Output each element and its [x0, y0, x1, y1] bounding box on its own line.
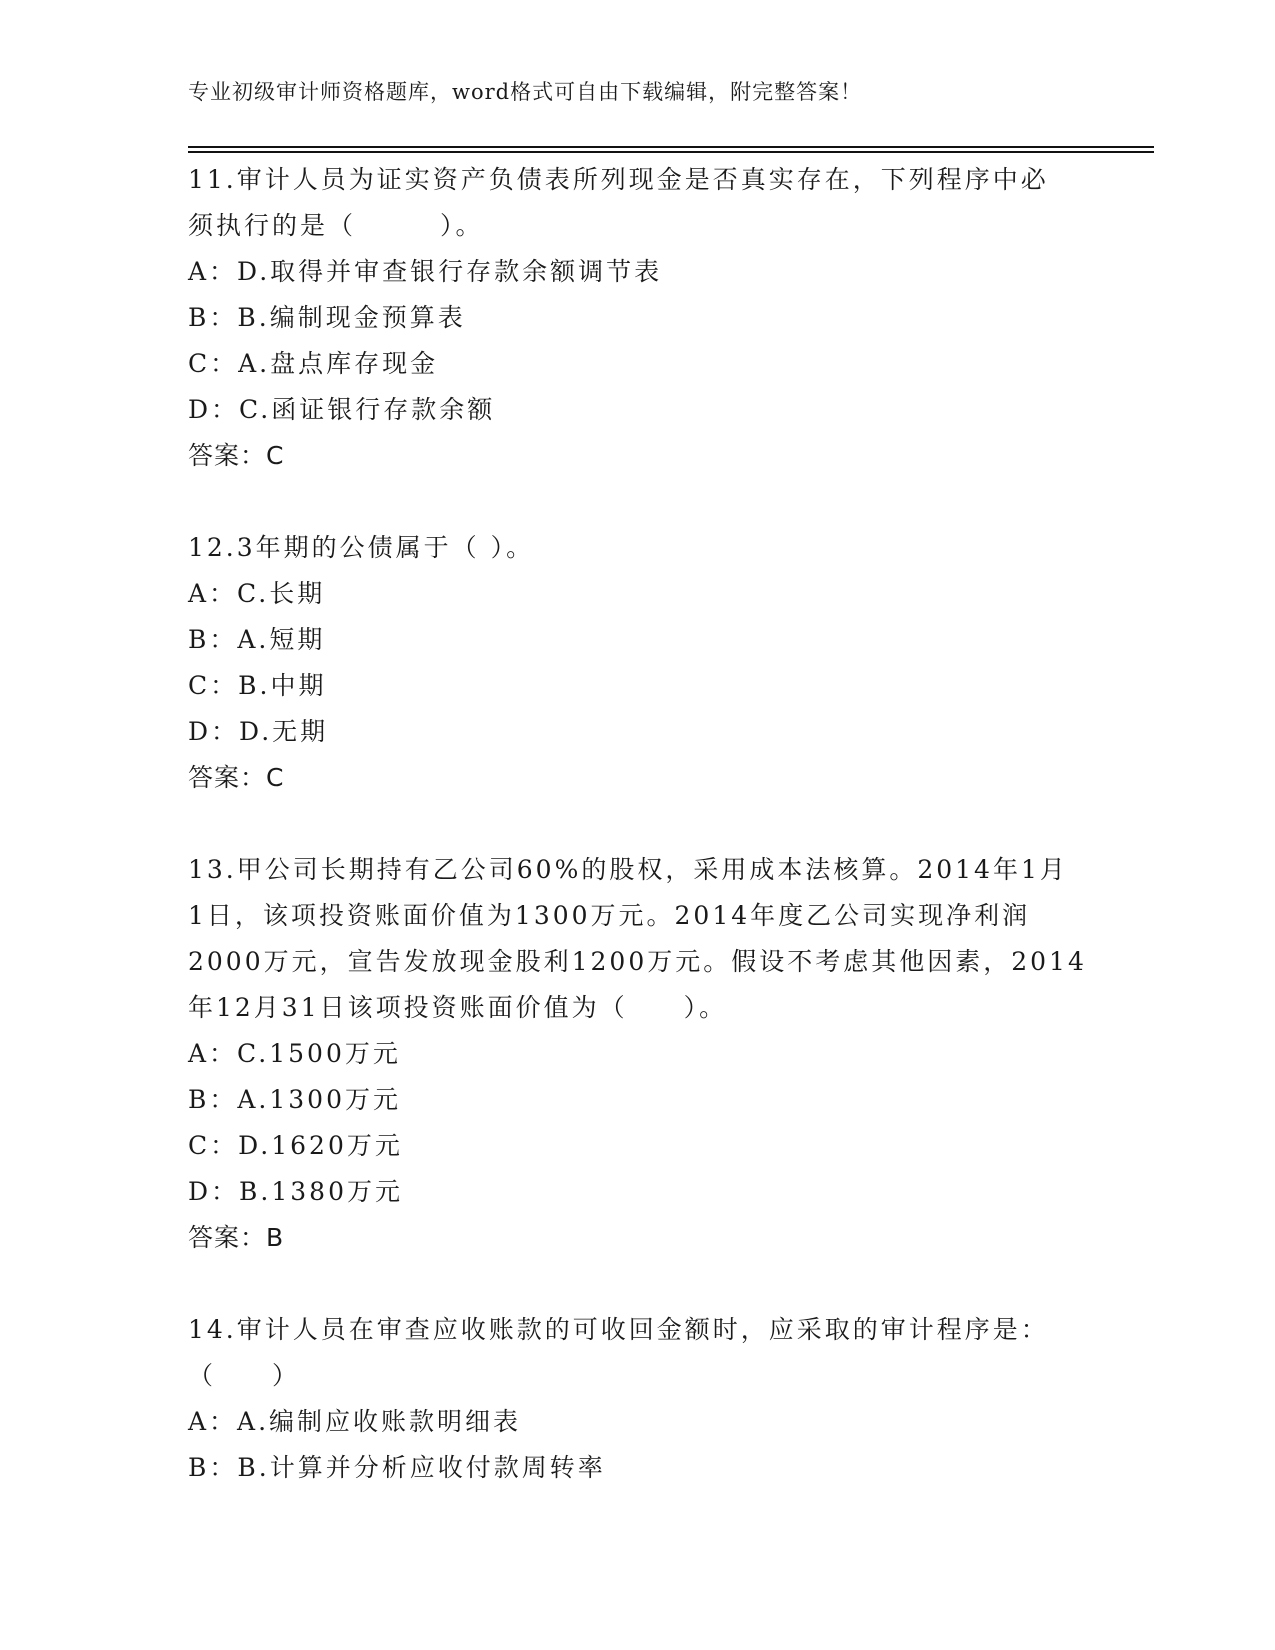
header-rule-bottom: [188, 151, 1154, 153]
spacer: [188, 479, 1088, 525]
question-stem-line: 1日，该项投资账面价值为1300万元。2014年度乙公司实现净利润: [188, 901, 1031, 930]
answer: 答案：C: [188, 441, 285, 470]
option-b: B：B.计算并分析应收付款周转率: [188, 1453, 606, 1482]
option-a: A：A.编制应收账款明细表: [188, 1407, 522, 1436]
option-c: C：B.中期: [188, 671, 327, 700]
option-a: A：C.1500万元: [188, 1039, 401, 1068]
question-stem-line: （ ）: [188, 1361, 301, 1390]
header-note: 专业初级审计师资格题库，word格式可自由下载编辑，附完整答案！: [188, 80, 863, 104]
question-stem-line: 年12月31日该项投资账面价值为（ ）。: [188, 993, 728, 1022]
question-list: [188, 157, 1088, 1491]
option-c: C：A.盘点库存现金: [188, 349, 439, 378]
question-12: [188, 525, 1088, 801]
question-stem-line: 11.审计人员为证实资产负债表所列现金是否真实存在，下列程序中必: [188, 165, 1049, 194]
answer: 答案：B: [188, 1223, 285, 1252]
question-stem-line: 12.3年期的公债属于（ ）。: [188, 533, 535, 562]
header-rule-top: [188, 146, 1154, 148]
question-11: [188, 157, 1088, 479]
option-d: D：B.1380万元: [188, 1177, 403, 1206]
option-b: B：A.短期: [188, 625, 326, 654]
spacer: [188, 801, 1088, 847]
option-b: B：B.编制现金预算表: [188, 303, 466, 332]
option-a: A：D.取得并审查银行存款余额调节表: [188, 257, 663, 286]
spacer: [188, 1261, 1088, 1307]
option-a: A：C.长期: [188, 579, 326, 608]
question-13: [188, 847, 1088, 1261]
option-d: D：D.无期: [188, 717, 329, 746]
question-14: [188, 1307, 1088, 1491]
option-b: B：A.1300万元: [188, 1085, 401, 1114]
option-d: D：C.函证银行存款余额: [188, 395, 496, 424]
question-stem-line: 2000万元，宣告发放现金股利1200万元。假设不考虑其他因素，2014: [188, 947, 1087, 976]
question-stem-line: 须执行的是（ ）。: [188, 211, 484, 240]
answer: 答案：C: [188, 763, 285, 792]
option-c: C：D.1620万元: [188, 1131, 403, 1160]
question-stem-line: 13.甲公司长期持有乙公司60%的股权，采用成本法核算。2014年1月: [188, 855, 1068, 884]
question-stem-line: 14.审计人员在审查应收账款的可收回金额时，应采取的审计程序是：: [188, 1315, 1049, 1344]
